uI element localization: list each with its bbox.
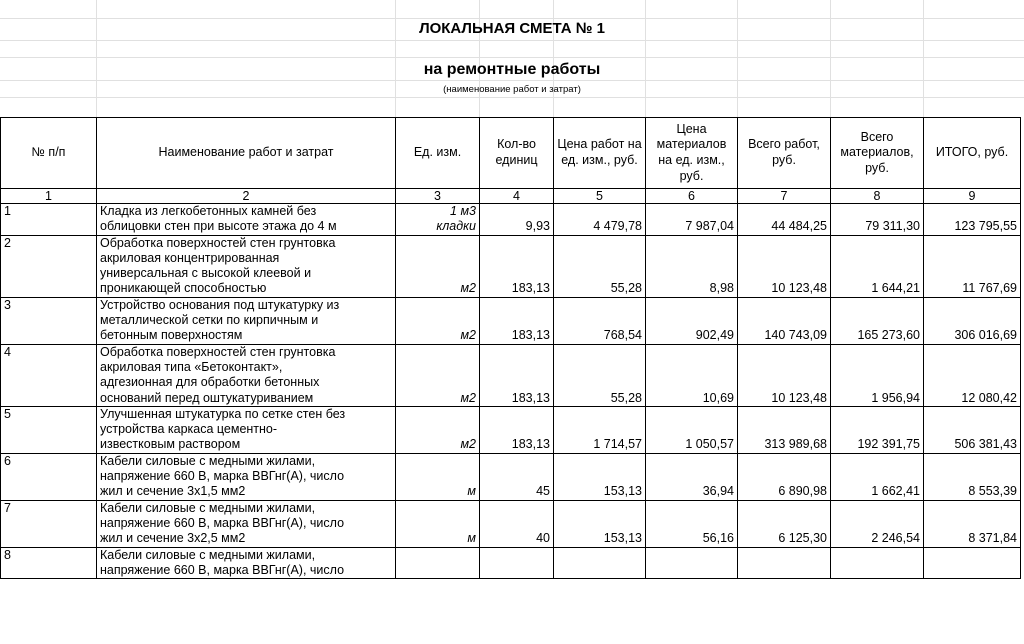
col-header-unit: Ед. изм. [396, 118, 480, 189]
unit-of-measure: м2 [396, 235, 480, 297]
quantity: 45 [480, 453, 554, 500]
grand-total [924, 547, 1021, 579]
price-materials: 1 050,57 [646, 406, 738, 453]
column-numbers-row [1, 189, 1021, 204]
total-materials: 165 273,60 [831, 297, 924, 344]
table-row [1, 204, 1021, 236]
estimate-title: ЛОКАЛЬНАЯ СМЕТА № 1 [419, 20, 605, 37]
total-work [738, 547, 831, 579]
price-work: 55,28 [554, 235, 646, 297]
total-materials: 192 391,75 [831, 406, 924, 453]
row-number: 3 [1, 297, 97, 344]
total-work: 6 890,98 [738, 453, 831, 500]
estimate-subtitle: на ремонтные работы [423, 61, 601, 78]
total-materials: 2 246,54 [831, 500, 924, 547]
table-row [1, 344, 1021, 406]
row-number: 4 [1, 344, 97, 406]
column-number: 5 [554, 189, 646, 204]
grand-total: 8 371,84 [924, 500, 1021, 547]
unit-of-measure: м [396, 453, 480, 500]
quantity: 9,93 [480, 204, 554, 236]
col-header-total-materials: Всего материалов, руб. [831, 118, 924, 189]
price-materials: 8,98 [646, 235, 738, 297]
column-number: 8 [831, 189, 924, 204]
col-header-total-work: Всего работ, руб. [738, 118, 831, 189]
quantity: 183,13 [480, 297, 554, 344]
table-row [1, 453, 1021, 500]
quantity: 40 [480, 500, 554, 547]
total-materials: 79 311,30 [831, 204, 924, 236]
grand-total: 11 767,69 [924, 235, 1021, 297]
unit-of-measure [396, 547, 480, 579]
unit-of-measure: м2 [396, 297, 480, 344]
row-number: 1 [1, 204, 97, 236]
total-materials: 1 644,21 [831, 235, 924, 297]
total-work: 140 743,09 [738, 297, 831, 344]
total-materials [831, 547, 924, 579]
quantity [480, 547, 554, 579]
column-number: 6 [646, 189, 738, 204]
col-header-qty: Кол-во единиц [480, 118, 554, 189]
table-row [1, 500, 1021, 547]
table-row [1, 297, 1021, 344]
column-number: 9 [924, 189, 1021, 204]
estimate-table [0, 117, 1021, 579]
work-name: Устройство основания под штукатурку из металлической сетки по кирпичным и бетонным поверхностям [97, 297, 396, 344]
col-header-number: № п/п [1, 118, 97, 189]
price-work: 4 479,78 [554, 204, 646, 236]
total-work: 313 989,68 [738, 406, 831, 453]
price-work: 153,13 [554, 453, 646, 500]
price-work: 55,28 [554, 344, 646, 406]
column-number: 1 [1, 189, 97, 204]
price-work [554, 547, 646, 579]
work-name: Улучшенная штукатурка по сетке стен без устройства каркаса цементно- известковым раствором [97, 406, 396, 453]
price-work: 768,54 [554, 297, 646, 344]
column-number: 7 [738, 189, 831, 204]
price-materials: 10,69 [646, 344, 738, 406]
total-materials: 1 956,94 [831, 344, 924, 406]
total-materials: 1 662,41 [831, 453, 924, 500]
col-header-grand-total: ИТОГО, руб. [924, 118, 1021, 189]
quantity: 183,13 [480, 235, 554, 297]
work-name: Кладка из легкобетонных камней без облицовки стен при высоте этажа до 4 м [97, 204, 396, 236]
total-work: 10 123,48 [738, 235, 831, 297]
column-number: 4 [480, 189, 554, 204]
work-name: Кабели силовые с медными жилами, напряжение 660 В, марка ВВГнг(А), число [97, 547, 396, 579]
header-row [1, 118, 1021, 189]
unit-of-measure: м2 [396, 406, 480, 453]
unit-of-measure: м [396, 500, 480, 547]
price-materials: 902,49 [646, 297, 738, 344]
row-number: 6 [1, 453, 97, 500]
total-work: 10 123,48 [738, 344, 831, 406]
col-header-name: Наименование работ и затрат [97, 118, 396, 189]
grand-total: 8 553,39 [924, 453, 1021, 500]
col-header-price-work: Цена работ на ед. изм., руб. [554, 118, 646, 189]
row-number: 2 [1, 235, 97, 297]
grand-total: 506 381,43 [924, 406, 1021, 453]
work-name: Кабели силовые с медными жилами, напряжение 660 В, марка ВВГнг(А), число жил и сечение 3х2,5 мм2 [97, 500, 396, 547]
grand-total: 12 080,42 [924, 344, 1021, 406]
subtitle-caption: (наименование работ и затрат) [443, 84, 581, 95]
price-materials: 7 987,04 [646, 204, 738, 236]
quantity: 183,13 [480, 344, 554, 406]
grand-total: 306 016,69 [924, 297, 1021, 344]
total-work: 44 484,25 [738, 204, 831, 236]
table-row [1, 406, 1021, 453]
column-number: 3 [396, 189, 480, 204]
row-number: 5 [1, 406, 97, 453]
row-number: 8 [1, 547, 97, 579]
quantity: 183,13 [480, 406, 554, 453]
price-work: 1 714,57 [554, 406, 646, 453]
work-name: Обработка поверхностей стен грунтовка акриловая концентрированная универсальная с высокой клеевой и проникающей способностью [97, 235, 396, 297]
price-materials: 56,16 [646, 500, 738, 547]
table-row [1, 547, 1021, 579]
grand-total: 123 795,55 [924, 204, 1021, 236]
price-work: 153,13 [554, 500, 646, 547]
table-row [1, 235, 1021, 297]
work-name: Обработка поверхностей стен грунтовка акриловая типа «Бетоконтакт», адгезионная для обработки бетонных оснований перед оштукатуриванием [97, 344, 396, 406]
col-header-price-materials: Цена материалов на ед. изм., руб. [646, 118, 738, 189]
unit-of-measure: 1 м3 кладки [396, 204, 480, 236]
estimate-rows [1, 204, 1021, 579]
column-number: 2 [97, 189, 396, 204]
row-number: 7 [1, 500, 97, 547]
work-name: Кабели силовые с медными жилами, напряжение 660 В, марка ВВГнг(А), число жил и сечение 3х1,5 мм2 [97, 453, 396, 500]
price-materials [646, 547, 738, 579]
total-work: 6 125,30 [738, 500, 831, 547]
unit-of-measure: м2 [396, 344, 480, 406]
price-materials: 36,94 [646, 453, 738, 500]
